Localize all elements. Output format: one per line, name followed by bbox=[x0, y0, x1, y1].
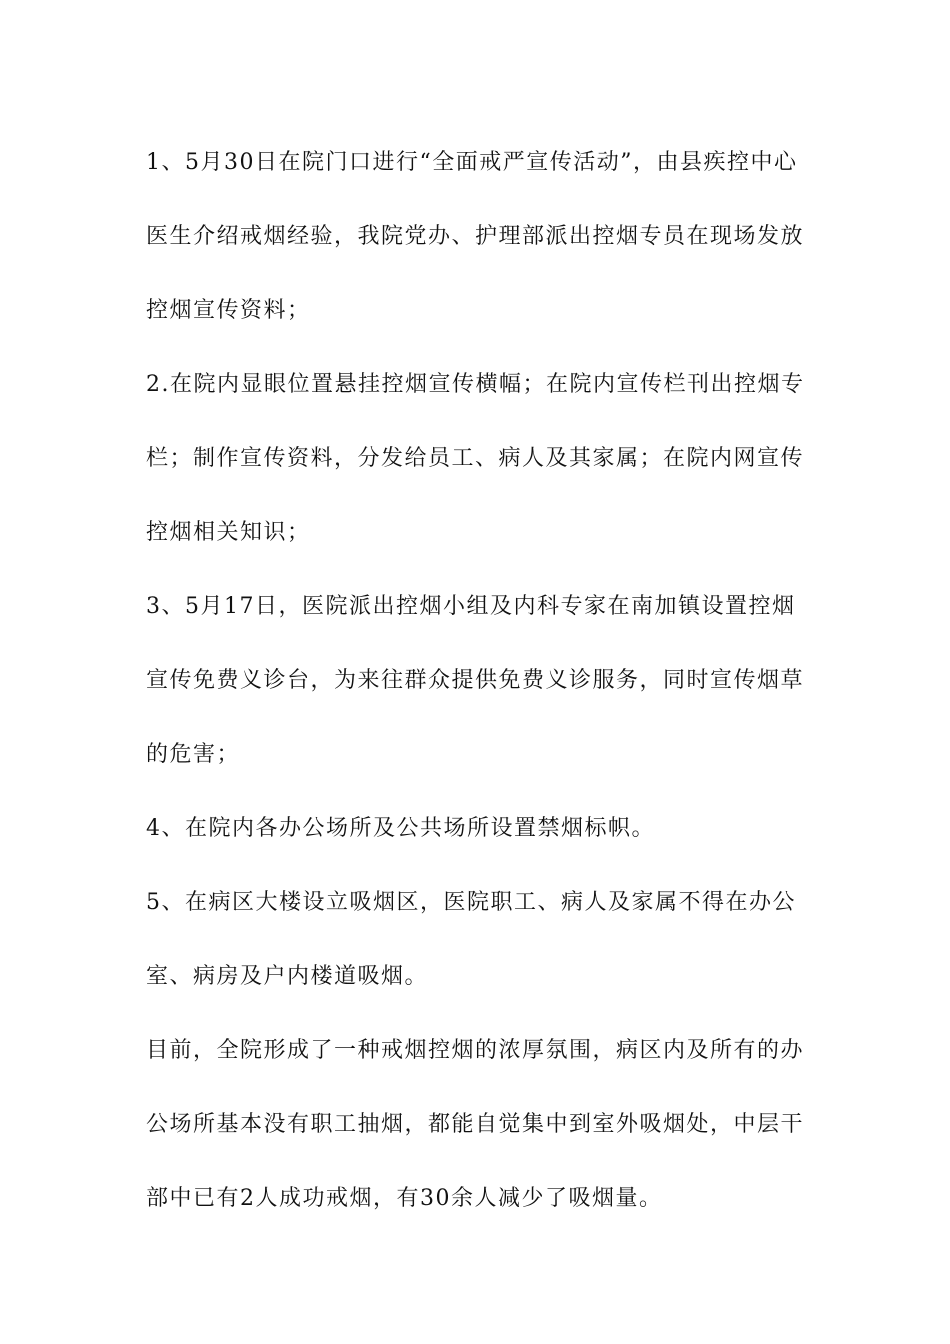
paragraph-item-5: 5、在病区大楼设立吸烟区，医院职工、病人及家属不得在办公室、病房及户内楼道吸烟。 bbox=[146, 890, 796, 989]
paragraph-item-3: 3、5月17日，医院派出控烟小组及内科专家在南加镇设置控烟宣传免费义诊台，为来往群众提供免费义诊服务，同时宣传烟草的危害； bbox=[146, 594, 805, 767]
document-body bbox=[146, 126, 816, 1236]
paragraph-item-4: 4、在院内各办公场所及公共场所设置禁烟标帜。 bbox=[146, 816, 655, 841]
summary-paragraph: 目前，全院形成了一种戒烟控烟的浓厚氛围，病区内及所有的办公场所基本没有职工抽烟，都能自觉集中到室外吸烟处，中层干部中已有2人成功戒烟，有30余人减少了吸烟量。 bbox=[146, 1038, 805, 1211]
paragraph-item-1: 1、5月30日在院门口进行“全面戒严宣传活动”，由县疾控中心医生介绍戒烟经验，我院党办、护理部派出控烟专员在现场发放控烟宣传资料； bbox=[146, 150, 805, 323]
paragraph-item-2: 2.在院内显眼位置悬挂控烟宣传横幅；在院内宣传栏刊出控烟专栏；制作宣传资料，分发给员工、病人及其家属；在院内网宣传控烟相关知识； bbox=[146, 372, 805, 545]
